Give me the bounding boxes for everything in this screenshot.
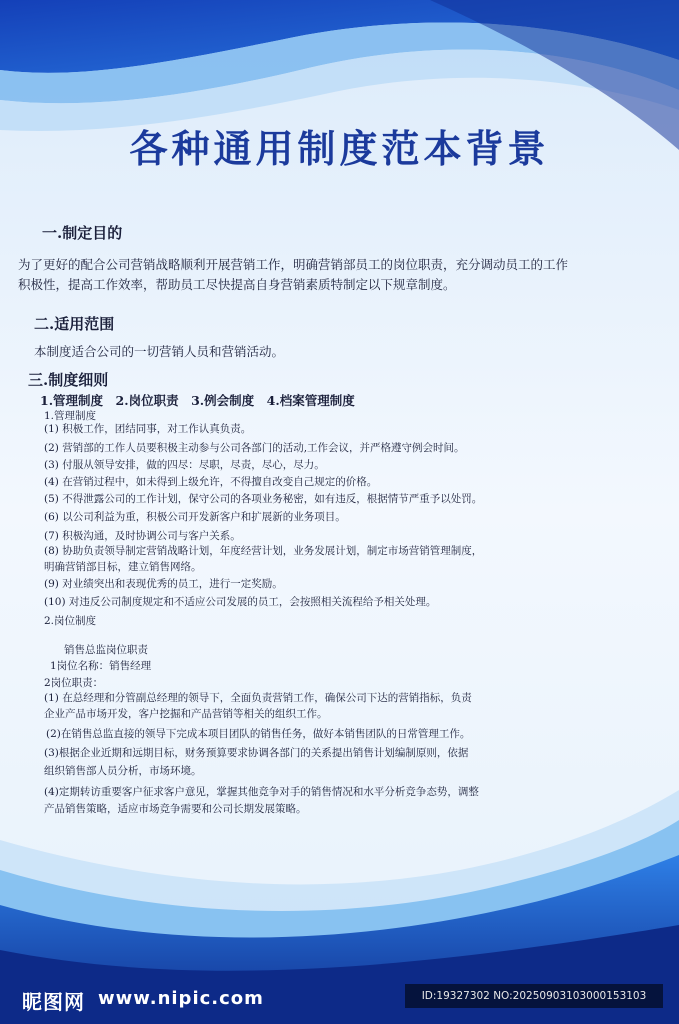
section-2-line: 本制度适合公司的一切营销人员和营销活动。 <box>34 344 285 359</box>
section-3-heading: 三.制度细则 <box>28 371 109 389</box>
list-item: 明确营销部目标，建立销售网络。 <box>44 561 202 573</box>
list-item: (7) 积极沟通，及时协调公司与客户关系。 <box>44 530 241 542</box>
list-item: (5) 不得泄露公司的工作计划，保守公司的各项业务秘密，如有违反，根据情节严重予以处罚。 <box>44 493 483 505</box>
watermark-brand: 昵图网 <box>22 990 85 1014</box>
duty-item: (3)根据企业近期和远期目标，财务预算要求协调各部门的关系提出销售计划编制原则，依据 <box>44 747 469 759</box>
list-item: (4) 在营销过程中，如未得到上级允许，不得擅自改变自己规定的价格。 <box>44 476 378 488</box>
duty-item: (2)在销售总监直接的领导下完成本项目团队的销售任务，做好本销售团队的日常管理工作。 <box>46 728 471 740</box>
post-name: 1岗位名称：销售经理 <box>50 660 152 672</box>
list-item: (10) 对违反公司制度规定和不适应公司发展的员工，会按照相关流程给予相关处理。 <box>44 596 437 608</box>
list-item: (8) 协助负责领导制定营销战略计划，年度经营计划，业务发展计划，制定市场营销管理制度， <box>44 545 483 557</box>
duty-item: 企业产品市场开发，客户挖掘和产品营销等相关的组织工作。 <box>44 708 328 720</box>
section-2-heading: 二.适用范围 <box>34 315 115 333</box>
page-title: 各种通用制度范本背景 <box>129 127 550 171</box>
post-duty-heading: 2岗位职责： <box>44 677 104 689</box>
mgmt-heading: 1.管理制度 <box>44 410 97 422</box>
section-1-heading: 一.制定目的 <box>42 224 123 242</box>
post-dept: 销售总监岗位职责 <box>64 644 148 656</box>
image-id-label: ID:19327302 NO:20250903103000153103 <box>405 984 663 1008</box>
watermark-site[interactable]: www.nipic.com <box>98 988 264 1009</box>
duty-item: 组织销售部人员分析，市场环境。 <box>44 765 202 777</box>
duty-item: (4)定期转访重要客户征求客户意见，掌握其他竞争对手的销售情况和水平分析竞争态势，调整 <box>44 786 479 798</box>
list-item: (6) 以公司利益为重，积极公司开发新客户和扩展新的业务项目。 <box>44 511 346 523</box>
duty-item: (1) 在总经理和分管副总经理的领导下，全面负责营销工作，确保公司下达的营销指标，负责 <box>44 692 472 704</box>
section-3-subheads: 1.管理制度 2.岗位职责 3.例会制度 4.档案管理制度 <box>40 393 355 408</box>
duty-item: 产品销售策略，适应市场竞争需要和公司长期发展策略。 <box>44 803 307 815</box>
list-item: (1) 积极工作，团结同事，对工作认真负责。 <box>44 423 252 435</box>
list-item: (3) 付服从领导安排，做的四尽：尽职，尽责，尽心，尽力。 <box>44 459 325 471</box>
list-item: (2) 营销部的工作人员要积极主动参与公司各部门的活动,工作会议，并严格遵守例会时间。 <box>44 442 465 454</box>
section-1-line: 积极性，提高工作效率，帮助员工尽快提高自身营销素质特制定以下规章制度。 <box>18 277 456 292</box>
post-heading: 2.岗位制度 <box>44 615 97 627</box>
section-1-line: 为了更好的配合公司营销战略顺利开展营销工作，明确营销部员工的岗位职责，充分调动员工的工作 <box>18 257 569 272</box>
list-item: (9) 对业绩突出和表现优秀的员工，进行一定奖励。 <box>44 578 283 590</box>
